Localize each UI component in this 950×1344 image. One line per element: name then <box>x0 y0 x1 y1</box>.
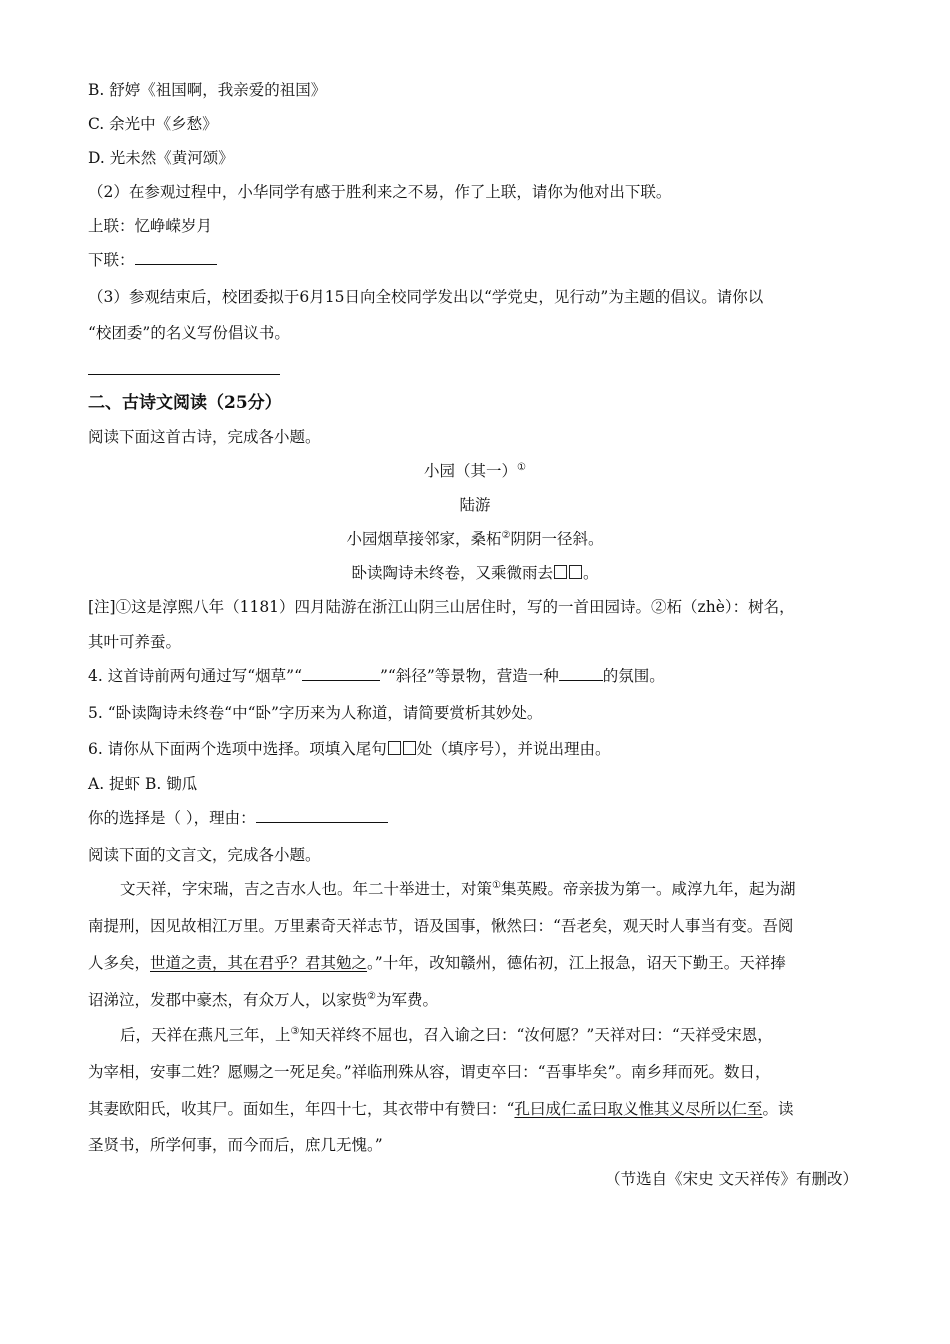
passage-text: 为军费。 <box>375 991 438 1009</box>
q6-text-b: 处（填序号），并说出理由。 <box>416 740 611 758</box>
passage-p2-line1 <box>120 1025 773 1045</box>
reason-blank[interactable] <box>256 808 388 823</box>
q6-text-a: 6. 请你从下面两个选项中选择。项填入尾句 <box>88 740 387 758</box>
poem-line1-note: ② <box>501 529 511 541</box>
lower-couplet-line <box>88 250 217 270</box>
passage-p1-line2: 南提刑，因见故相江万里。万里素奇天祥志节，语及国事，愀然曰：“吾老矣，观天时人事当有变。吾阅 <box>88 917 794 935</box>
q4-text-a: 4. 这首诗前两句通过写“烟草”“ <box>88 667 302 685</box>
passage-text: 人多矣， <box>88 954 151 972</box>
passage-text: 集英殿。帝亲拔为第一。咸淳九年，起为湖 <box>500 880 796 898</box>
q2-prompt: （2）在参观过程中，小华同学有感于胜利来之不易，作了上联，请你为他对出下联。 <box>88 183 672 201</box>
question-5: 5. “卧读陶诗未终卷“中“卧”字历来为人称道，请简要赏析其妙处。 <box>88 704 543 722</box>
option-b: B. 舒婷《祖国啊，我亲爱的祖国》 <box>88 81 327 99</box>
section2-intro: 阅读下面这首古诗，完成各小题。 <box>88 428 321 446</box>
poem-line1-b: 阴阴一径斜。 <box>510 530 604 548</box>
q3-line2: “校团委”的名义写份倡议书。 <box>88 324 290 342</box>
passage-text: 其妻欧阳氏，收其尸。面如生，年四十七，其衣带中有赞曰：“ <box>88 1100 515 1118</box>
poem-line1-a: 小园烟草接邻家，桑柘 <box>346 530 502 548</box>
lower-couplet-blank[interactable] <box>135 250 217 265</box>
poem-line2 <box>0 563 950 583</box>
notes-line1: [注]①这是淳熙八年（1181）四月陆游在浙江山阴三山居住时，写的一首田园诗。②柘（zhè）：树名， <box>88 598 795 616</box>
footnote-mark: ① <box>492 879 501 891</box>
option-c: C. 余光中《乡愁》 <box>88 115 218 133</box>
choice-label: 你的选择是（ ），理由： <box>88 809 256 827</box>
poem-line1 <box>0 529 950 549</box>
q4-text-c: 的氛围。 <box>602 667 665 685</box>
answer-line[interactable] <box>88 374 280 375</box>
underlined-sentence: 孔曰成仁孟曰取义惟其义尽所以仁至 <box>514 1100 763 1118</box>
blank-box[interactable] <box>554 565 567 579</box>
passage-text: 。”十年，改知赣州，德佑初，江上报急，诏天下勤王。天祥捧 <box>367 954 786 972</box>
poem-author: 陆游 <box>459 496 491 514</box>
footnote-mark: ③ <box>290 1025 300 1037</box>
passage-text: 。读 <box>762 1100 794 1118</box>
lower-couplet-label: 下联： <box>88 251 135 269</box>
passage-text: 诏涕泣，发郡中豪杰，有众万人，以家赀 <box>88 991 368 1009</box>
poem-title-line <box>0 461 950 481</box>
footnote-mark: ② <box>367 990 376 1002</box>
passage-p2-line3 <box>88 1099 793 1119</box>
q4-text-b: ”“斜径”等景物，营造一种 <box>380 667 559 685</box>
poem-line2-text: 卧读陶诗未终卷，又乘微雨去 <box>351 564 553 582</box>
passage-text: 知天祥终不屈也，召入谕之曰：“汝何愿？”天祥对曰：“天祥受宋恩， <box>299 1026 773 1044</box>
passage-text: 文天祥，字宋瑞，吉之吉水人也。年二十举进士，对策 <box>120 880 493 898</box>
q4-blank-1[interactable] <box>302 666 380 681</box>
underlined-sentence: 世道之责，其在君乎？君其勉之 <box>150 954 368 972</box>
q4-blank-2[interactable] <box>559 666 603 681</box>
poem-title: 小园（其一） <box>424 462 518 480</box>
passage-p2-line4: 圣贤书，所学何事，而今而后，庶几无愧。” <box>88 1136 383 1154</box>
blank-box[interactable] <box>569 565 582 579</box>
passage-p1-line3 <box>88 953 786 973</box>
choice-line <box>88 808 388 828</box>
section2-heading: 二、古诗文阅读（25分） <box>88 393 282 413</box>
classical-intro: 阅读下面的文言文，完成各小题。 <box>88 846 321 864</box>
question-4 <box>88 666 665 686</box>
passage-source: （节选自《宋史 文天祥传》有删改） <box>605 1170 858 1188</box>
passage-p1-line4 <box>88 990 438 1010</box>
q6-options: A. 捉虾 B. 锄瓜 <box>88 775 198 793</box>
option-d: D. 光未然《黄河颂》 <box>88 149 234 167</box>
notes-line2: 其叶可养蚕。 <box>88 633 182 651</box>
blank-box <box>403 741 416 755</box>
passage-p2-line2: 为宰相，安事二姓？愿赐之一死足矣。”祥临刑殊从容，谓吏卒曰：“吾事毕矣”。南乡拜而死。数日， <box>88 1063 771 1081</box>
question-6 <box>88 739 610 759</box>
passage-p1-line1 <box>120 879 796 899</box>
poem-title-note: ① <box>517 461 526 473</box>
upper-couplet: 上联：忆峥嵘岁月 <box>88 217 213 235</box>
q3-line1: （3）参观结束后，校团委拟于6月15日向全校同学发出以“学党史，见行动”为主题的倡议。请你以 <box>88 288 764 306</box>
poem-line2-end: 。 <box>583 564 599 582</box>
passage-text: 后，天祥在燕凡三年，上 <box>120 1026 291 1044</box>
blank-box <box>388 741 401 755</box>
